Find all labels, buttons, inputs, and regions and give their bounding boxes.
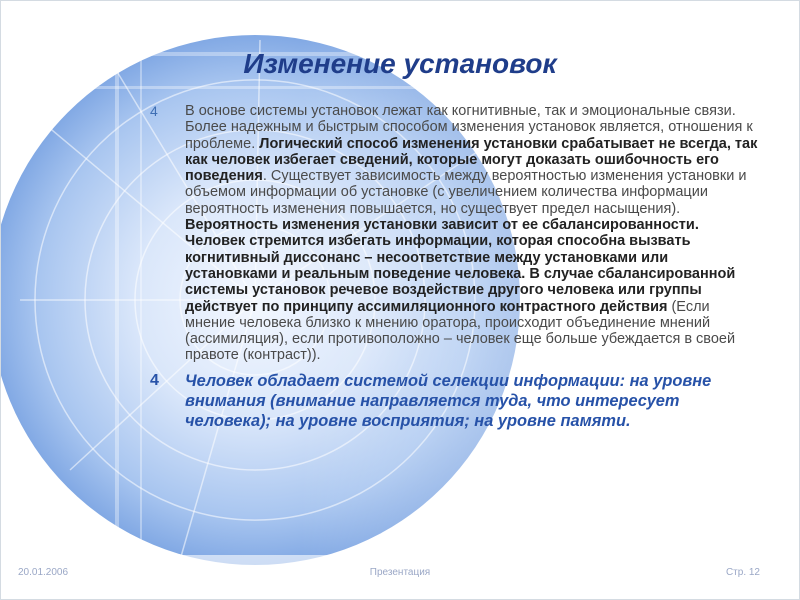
- bullet1-text-3: (Если мнение человека близко к мнению оратора, происходит объединение мнений (ассимиляция), если противоположно – человек еще больше убеждается в своей правоте (контраст)).: [185, 298, 736, 364]
- bullet1-bold-1: Логический способ изменения установки срабатывает не всегда, так как человек избегает сведений, которые могут доказать ошибочность его поведения: [185, 135, 758, 185]
- bullet-marker-2: 4: [150, 371, 159, 389]
- slide-title: Изменение установок: [243, 48, 557, 79]
- footer-page-number: Стр. 12: [725, 567, 760, 578]
- slide-content: [150, 103, 762, 432]
- bullet-marker-1: 4: [150, 103, 158, 119]
- bullet2-text: Человек обладает системой селекции информации: на уровне внимания (внимание направляется туда, что интересует человека); на уровне восприятия; на уровне памяти.: [185, 371, 712, 431]
- footer-center-label: Презентация: [369, 567, 431, 578]
- bullet1-text-2: . Существует зависимость между вероятностью изменения установки и объемом информации об установке (с увеличением количества информации вероятность изменения повышается, но существует предел насыщения).: [185, 168, 747, 217]
- bullet1-text-1: В основе системы установок лежат как когнитивные, так и эмоциональные связи. Более надежным и быстрым способом изменения установок является, отношения к проблеме.: [185, 103, 753, 152]
- bullet-paragraph-2: [150, 371, 762, 432]
- footer-date: 20.01.2006: [18, 567, 69, 578]
- bullet-paragraph-1: [150, 103, 762, 364]
- bullet1-bold-2: Вероятность изменения установки зависит от ее сбалансированности. Человек стремится избегать информации, которая способна вызвать когнитивный диссонанс – несоответствие между установками или установками и реальным поведение человека. В случае сбалансированной системы установок речевое воздействие другого человека или группы действует по принципу ассимиляционного контрастного действия: [185, 217, 736, 315]
